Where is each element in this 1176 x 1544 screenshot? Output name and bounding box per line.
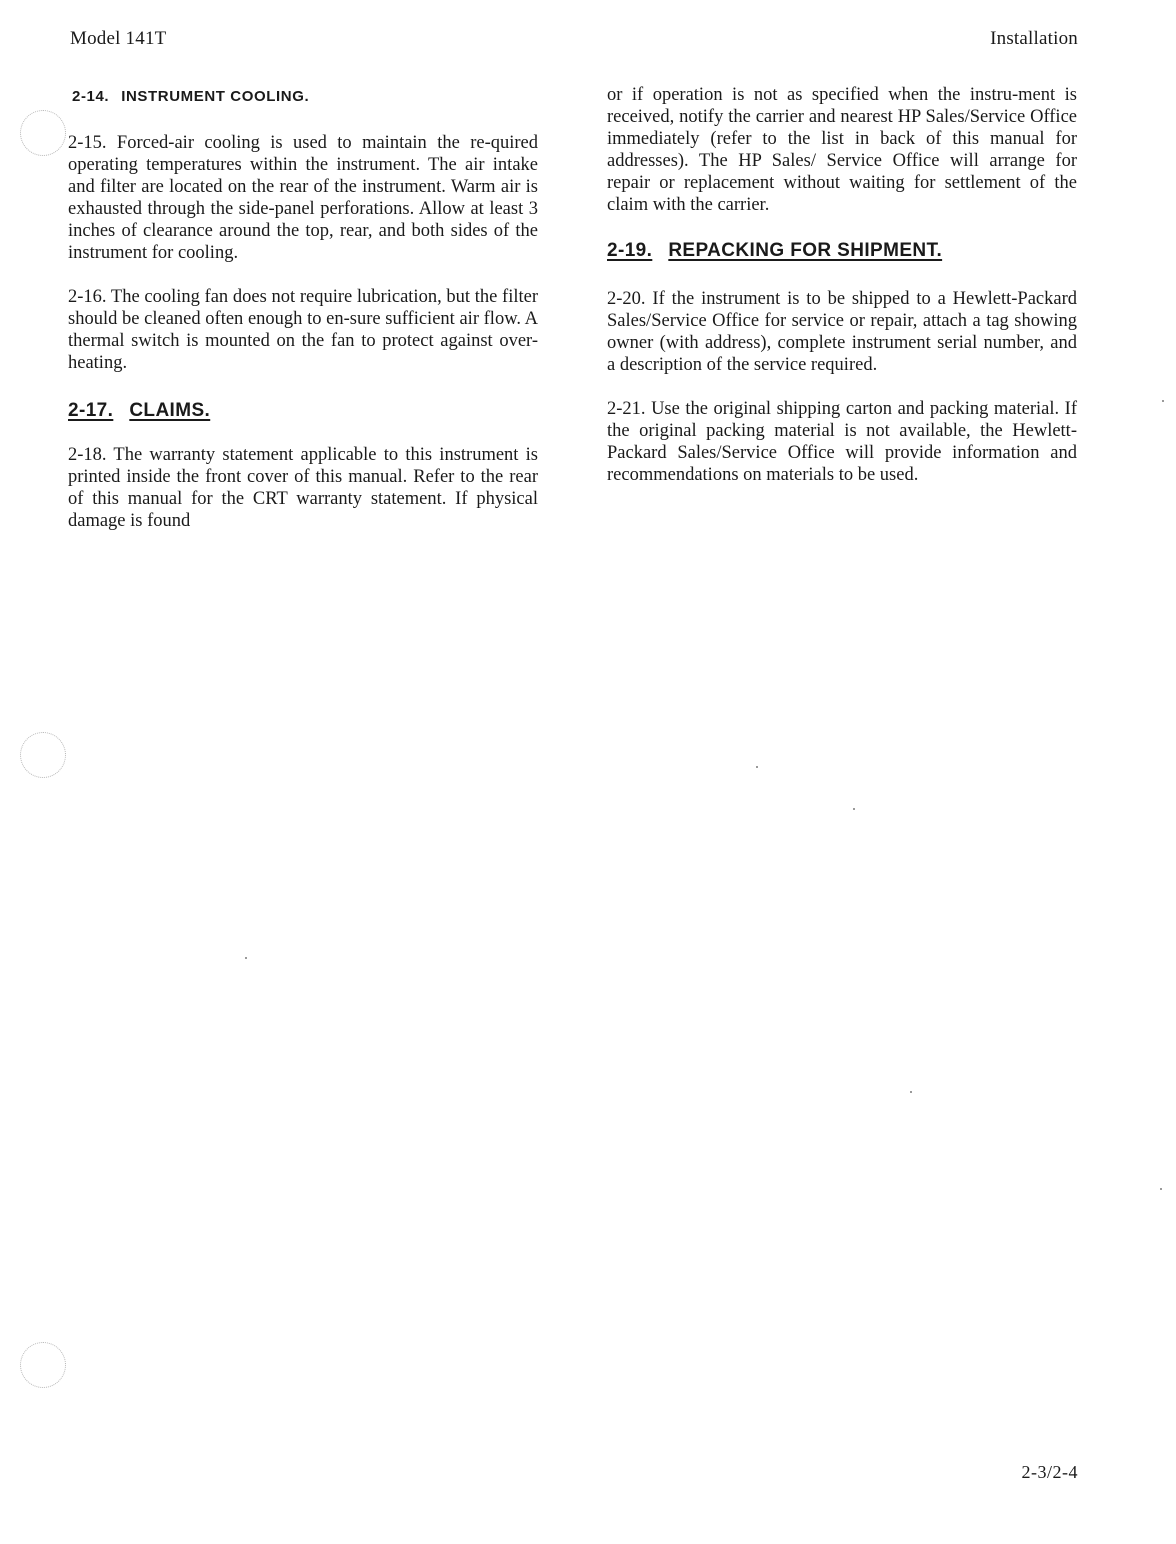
paragraph-2-16: 2-16. The cooling fan does not require lubrication, but the filter should be cleaned often enough to en-sure sufficient air flow. A thermal switch is mounted on the fan to protect against over-heating. xyxy=(68,287,538,373)
page-number: 2-3/2-4 xyxy=(1021,1462,1078,1482)
heading-instrument-cooling xyxy=(72,88,538,112)
heading-title: CLAIMS. xyxy=(129,400,211,421)
paragraph-2-21: 2-21. Use the original shipping carton and packing material. If the original packing material is not available, the Hewlett-Packard Sales/Service Office will provide information and recommendations on materials to be used. xyxy=(607,399,1077,485)
heading-number: 2-14. xyxy=(72,88,110,105)
heading-number: 2-19. xyxy=(607,240,653,261)
paragraph-2-20: 2-20. If the instrument is to be shipped to a Hewlett-Packard Sales/Service Office for service or repair, attach a tag showing owner (with address), complete instrument serial number, and a description of the service required. xyxy=(607,289,1077,375)
right-column xyxy=(607,84,1077,486)
binder-hole xyxy=(20,732,66,778)
header-model: Model 141T xyxy=(70,28,167,49)
binder-hole xyxy=(20,110,66,156)
scan-speck xyxy=(1162,400,1164,402)
scan-speck xyxy=(245,957,247,959)
scan-speck xyxy=(910,1091,912,1093)
scan-speck xyxy=(756,766,758,768)
heading-title: INSTRUMENT COOLING. xyxy=(121,88,310,105)
header-section: Installation xyxy=(990,28,1078,49)
scan-speck xyxy=(1160,1188,1162,1190)
heading-title: REPACKING FOR SHIPMENT. xyxy=(668,240,943,261)
paragraph-2-15: 2-15. Forced-air cooling is used to maintain the re-quired operating temperatures within the instrument. The air intake and filter are located on the rear of the instrument. Warm air is exhausted through the side-panel perforations. Allow at least 3 inches of clearance around the top, rear, and both sides of the instrument for cooling. xyxy=(68,133,538,263)
paragraph-2-18: 2-18. The warranty statement applicable to this instrument is printed inside the front cover of this manual. Refer to the rear of this manual for the CRT warranty statement. If physical damage is found xyxy=(68,445,538,531)
scan-speck xyxy=(853,808,855,810)
paragraph-2-18-continued: or if operation is not as specified when the instru-ment is received, notify the carrier and nearest HP Sales/Service Office immediately (refer to the list in back of this manual for addresses). The HP Sales/ Service Office will arrange for repair or replacement without waiting for settlement of the claim with the carrier. xyxy=(607,85,1077,215)
heading-number: 2-17. xyxy=(68,400,114,421)
left-column xyxy=(68,84,538,532)
heading-repacking-for-shipment xyxy=(607,240,1077,262)
heading-claims xyxy=(68,400,538,422)
binder-hole xyxy=(20,1342,66,1388)
